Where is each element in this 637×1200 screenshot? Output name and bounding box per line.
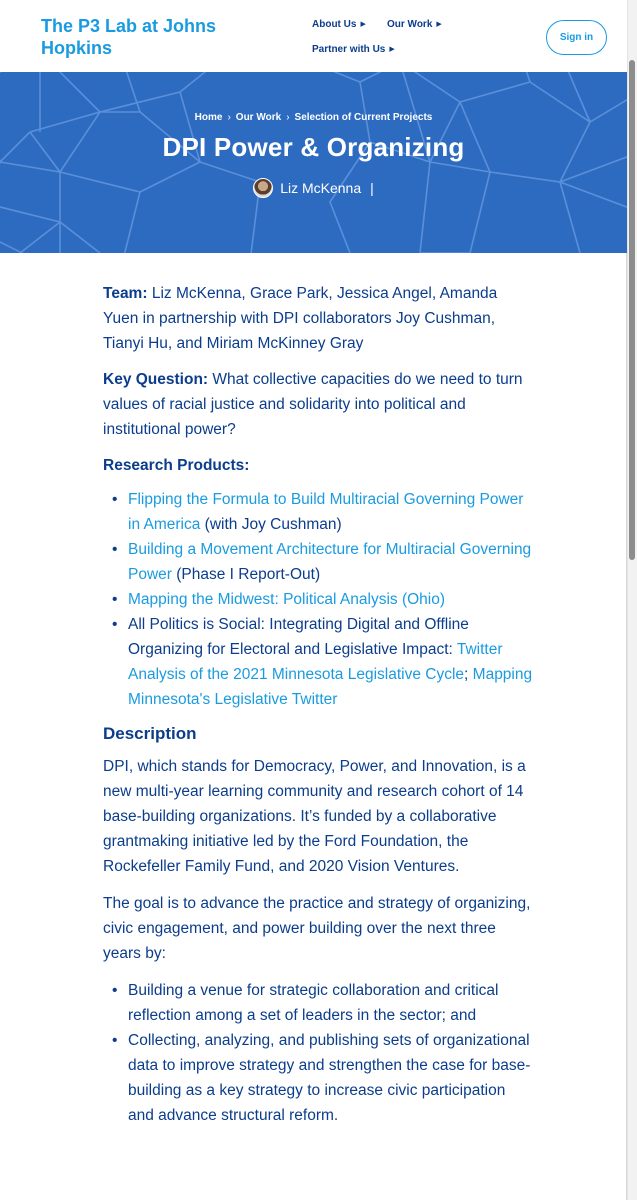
list-item: [103, 612, 533, 712]
key-question-label: Key Question:: [103, 371, 209, 388]
research-link-movement-architecture[interactable]: Building a Movement Architecture for Multiracial Governing Power: [128, 541, 532, 583]
breadcrumb-current[interactable]: Selection of Current Projects: [294, 112, 433, 123]
caret-right-icon: ▶: [436, 21, 442, 28]
team-paragraph: [103, 281, 533, 356]
site-header: [0, 0, 627, 72]
research-item-prefix: All Politics is Social: Integrating Digital and Offline Organizing for Electoral and Legislative Impact:: [128, 616, 469, 658]
caret-right-icon: ▶: [360, 21, 366, 28]
nav-our-work[interactable]: [387, 19, 442, 30]
nav-about-us-label: About Us: [312, 19, 357, 30]
site-brand-link[interactable]: The P3 Lab at Johns Hopkins: [41, 16, 217, 58]
breadcrumb-our-work[interactable]: Our Work: [235, 112, 282, 123]
scrollbar-thumb[interactable]: [629, 60, 635, 560]
key-question-text: What collective capacities do we need to turn values of racial justice and solidarity into political and institutional power?: [103, 371, 523, 438]
hero-banner: [0, 72, 627, 253]
article-body: [103, 281, 533, 1138]
caret-right-icon: ▶: [389, 46, 395, 53]
list-item: [103, 487, 533, 537]
list-item: [103, 587, 533, 612]
byline-separator: |: [370, 180, 374, 196]
nav-our-work-label: Our Work: [387, 19, 433, 30]
avatar[interactable]: [253, 178, 273, 198]
list-item: • Building a venue for strategic collaboration and critical reflection among a set of leaders in the sector; and: [103, 978, 533, 1028]
research-item-suffix: (with Joy Cushman): [200, 516, 342, 533]
research-link-mapping-midwest[interactable]: Mapping the Midwest: Political Analysis (Ohio): [128, 591, 446, 608]
sign-in-button[interactable]: Sign in: [546, 20, 607, 55]
author-name[interactable]: Liz McKenna: [280, 180, 362, 196]
list-item: • Collecting, analyzing, and publishing sets of organizational data to improve strategy and strengthen the case for base-building as a key strategy to increase civic participation and advance structural reform.: [103, 1028, 533, 1128]
chevron-right-icon: ›: [227, 112, 231, 123]
nav-about-us[interactable]: [312, 19, 366, 30]
research-item-separator: ;: [464, 666, 473, 683]
nav-partner-with-us[interactable]: [312, 44, 395, 55]
research-products-heading: Research Products:: [103, 457, 250, 474]
chevron-right-icon: ›: [286, 112, 290, 123]
description-paragraph-2: The goal is to advance the practice and strategy of organizing, civic engagement, and power building over the next three years by:: [103, 895, 531, 962]
research-link-mapping-minnesota[interactable]: Mapping Minnesota's Legislative Twitter: [128, 666, 533, 708]
research-products-list: [103, 487, 533, 712]
research-item-suffix: (Phase I Report-Out): [171, 566, 321, 583]
breadcrumb-home[interactable]: Home: [194, 112, 223, 123]
description-heading: Description: [103, 724, 197, 743]
team-label: Team:: [103, 285, 148, 302]
nav-partner-label: Partner with Us: [312, 44, 386, 55]
page-title: DPI Power & Organizing: [162, 132, 465, 162]
research-link-twitter-analysis[interactable]: Twitter Analysis of the 2021 Minnesota Legislative Cycle: [128, 641, 503, 683]
goals-list: [103, 978, 533, 1128]
description-paragraph-1: DPI, which stands for Democracy, Power, and Innovation, is a new multi-year learning community and research cohort of 14 base-building organizations. It’s funded by a collaborative grantmaking initiative led by the Ford Foundation, the Rockefeller Family Fund, and 2020 Vision Ventures.: [103, 758, 526, 875]
research-link-flipping-formula[interactable]: Flipping the Formula to Build Multiracial Governing Power in America: [128, 491, 524, 533]
scrollbar[interactable]: [627, 0, 637, 1200]
breadcrumb: [0, 112, 627, 123]
list-item: [103, 537, 533, 587]
key-question-paragraph: [103, 367, 533, 442]
team-text: Liz McKenna, Grace Park, Jessica Angel, Amanda Yuen in partnership with DPI collaborators Joy Cushman, Tianyi Hu, and Miriam McKinney Gray: [103, 285, 498, 352]
author-byline: [0, 178, 627, 198]
